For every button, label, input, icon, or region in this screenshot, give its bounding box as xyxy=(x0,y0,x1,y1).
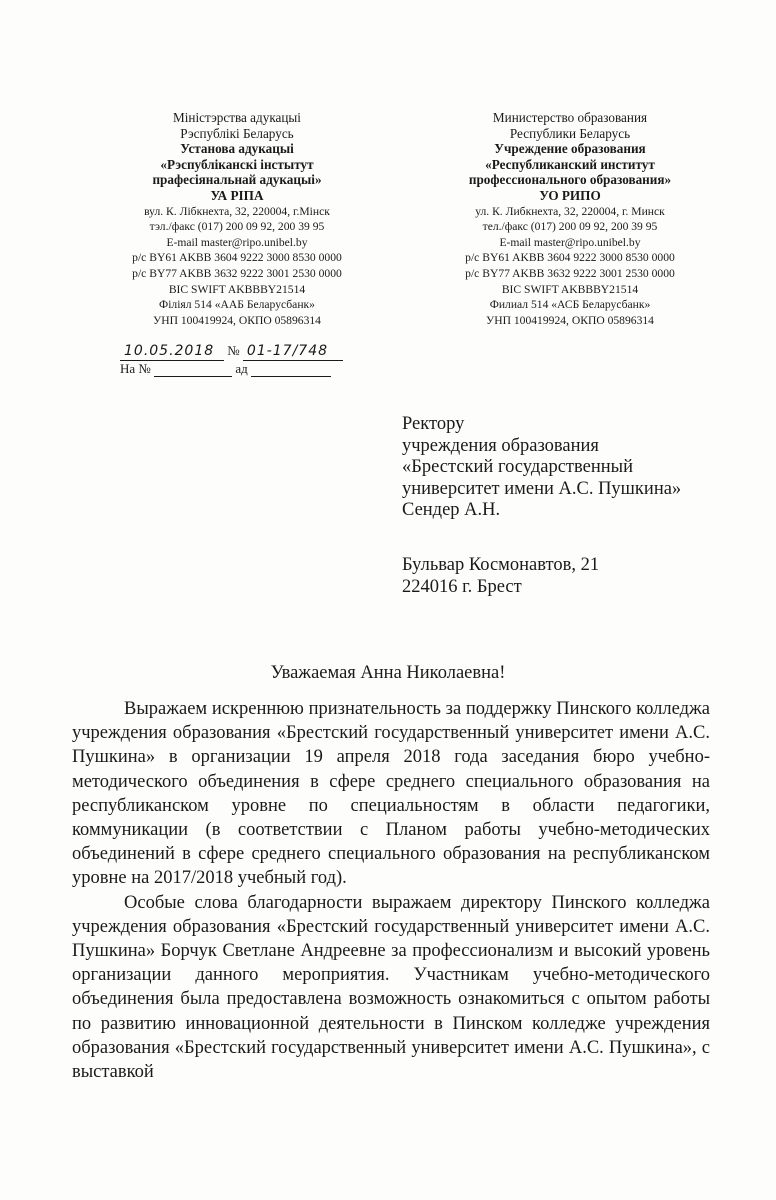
addressee-org-line3: университет имени А.С. Пушкина» xyxy=(402,478,682,499)
postal-address: ул. К. Либкнехта, 32, 220004, г. Минск xyxy=(475,204,665,218)
reference-line xyxy=(120,361,331,377)
institution-abbr: УО РИПО xyxy=(539,187,601,203)
tax-ids: УНП 100419924, ОКПО 05896314 xyxy=(153,313,321,327)
addressee-org-line1: учреждения образования xyxy=(402,435,599,456)
letterhead-russian xyxy=(440,110,700,328)
street-address: Бульвар Космонавтов, 21 xyxy=(402,555,600,575)
bank-account-1: р/с BY61 AKBB 3604 9222 3000 8530 0000 xyxy=(132,251,342,265)
paragraph: Особые слова благодарности выражаем директору Пинского колледжа учреждения образования «Брестский государственный университет имени А.С. Пушкина» Борчук Светлане Андреевне за профессионализм и высокий уровень организации данного мероприятия. Участникам учебно-методического объединения была предоставлена возможность ознакомиться с опытом работы по развитию инновационной деятельности в Пинском колледже учреждения образования «Брестский государственный университет имени А.С. Пушкина», с выставкой xyxy=(72,892,710,1083)
bank-account-2: р/с BY77 AKBB 3632 9222 3001 2530 0000 xyxy=(465,266,675,280)
number-label: № xyxy=(227,343,240,358)
institution-name-line1: «Рэспубліканскі інстытут xyxy=(160,156,314,172)
bank-account-2: р/с BY77 AKBB 3632 9222 3001 2530 0000 xyxy=(132,266,342,280)
ministry-name: Міністэрства адукацыі xyxy=(173,110,301,125)
republic-name: Республики Беларусь xyxy=(509,125,631,141)
addressee-block xyxy=(402,414,681,522)
bank-account-1: р/с BY61 AKBB 3604 9222 3000 8530 0000 xyxy=(465,251,675,265)
institution-name-line2: прафесіянальнай адукацыі» xyxy=(152,172,322,188)
addressee-name: Сендер А.Н. xyxy=(402,500,501,520)
address-block xyxy=(402,554,599,598)
addressee-org-line2: «Брестский государственный xyxy=(402,457,633,477)
reference-from-label: ад xyxy=(235,361,248,376)
bic-swift: BIC SWIFT AKBBBY21514 xyxy=(168,282,306,296)
reference-label: На № xyxy=(120,361,151,376)
institution-type: Установа адукацыі xyxy=(180,141,294,157)
institution-name-line1: «Республиканский институт xyxy=(485,156,655,172)
letterhead-belarusian xyxy=(112,110,362,328)
bic-swift: BIC SWIFT AKBBBY21514 xyxy=(501,282,639,296)
reference-date-blank xyxy=(251,364,331,377)
republic-name: Рэспублікі Беларусь xyxy=(180,125,294,141)
tax-ids: УНП 100419924, ОКПО 05896314 xyxy=(486,313,654,327)
salutation: Уважаемая Анна Николаевна! xyxy=(270,663,506,683)
paragraph: Выражаем искреннюю признательность за поддержку Пинского колледжа учреждения образования «Брестский государственный университет имени А.С. Пушкина» в организации 19 апреля 2018 года заседания бюро учебно-методического объединения в сфере среднего специального образования на республиканском уровне по специальностям в области педагогики, коммуникации (в соответствии с Планом работы учебно-методических объединений в сфере среднего специального образования на республиканском уровне на 2017/2018 учебный год). xyxy=(72,699,710,889)
phone-fax: тэл./факс (017) 200 09 92, 200 39 95 xyxy=(149,220,325,234)
city-postcode: 224016 г. Брест xyxy=(402,577,522,597)
reference-number-blank xyxy=(154,364,232,377)
bank-branch: Філіял 514 «ААБ Беларусбанк» xyxy=(159,298,315,312)
phone-fax: тел./факс (017) 200 09 92, 200 39 95 xyxy=(482,220,658,234)
addressee-position: Ректору xyxy=(402,414,465,434)
postal-address: вул. К. Лібкнехта, 32, 220004, г.Мінск xyxy=(144,204,330,218)
institution-type: Учреждение образования xyxy=(494,141,646,157)
registration-date: 10.05.2018 xyxy=(120,342,224,361)
email: E-mail master@ripo.unibel.by xyxy=(166,235,308,249)
institution-name-line2: профессионального образования» xyxy=(468,172,672,188)
registration-line xyxy=(120,342,343,361)
institution-abbr: УА РІПА xyxy=(210,187,264,203)
bank-branch: Филиал 514 «АСБ Беларусбанк» xyxy=(489,298,651,312)
registration-number: 01-17/748 xyxy=(243,342,343,361)
ministry-name: Министерство образования xyxy=(492,110,648,125)
email: E-mail master@ripo.unibel.by xyxy=(499,235,641,249)
letter-body xyxy=(72,697,710,1084)
